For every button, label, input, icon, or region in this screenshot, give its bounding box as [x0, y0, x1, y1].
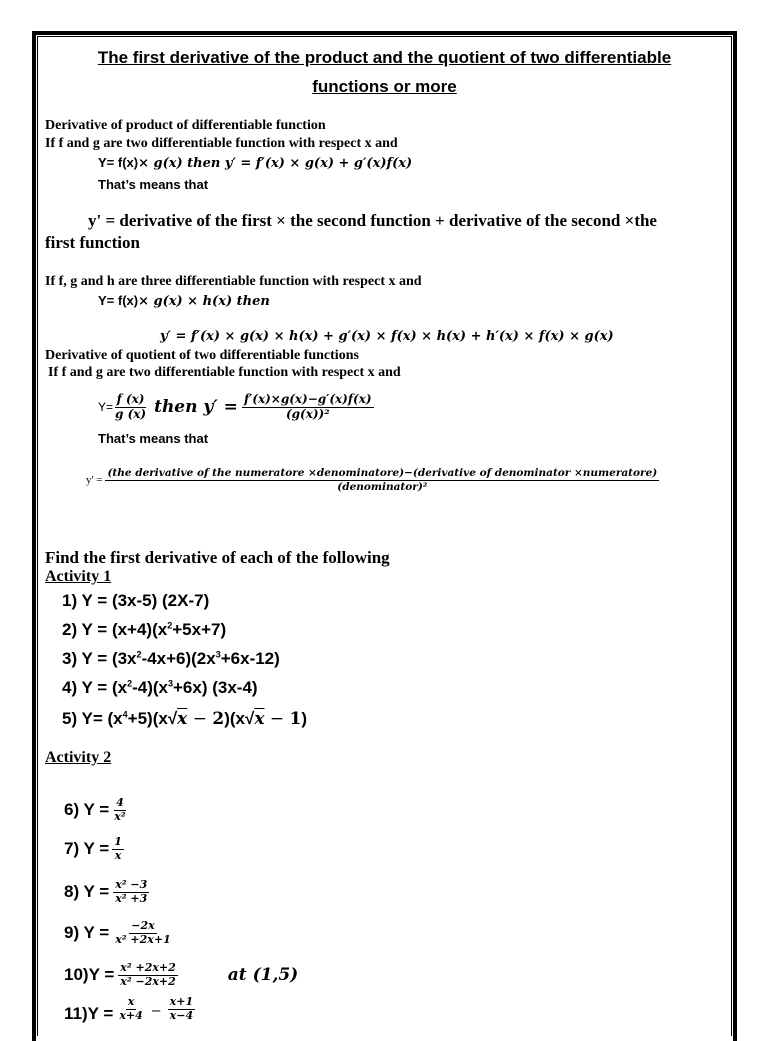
quotient-fraction: [113, 393, 148, 422]
quotient-fraction-num: f (x): [116, 391, 145, 406]
activity2-item-11: 11)Y = $\frac{x}{x+4}$ − $\frac{x+1}{x-4}$: [64, 995, 194, 1023]
quotient-heading: Derivative of quotient of two differentiable functions: [45, 348, 359, 363]
exercises-heading: Find the first derivative of each of the following: [45, 548, 390, 567]
item11-fraction-a: $\frac{x}{x+4}$: [119, 995, 143, 1022]
activity1-item-4: 4) $Y = (x^2-4)(x^3+6x)$ (3x-4): [62, 678, 258, 697]
quotient-means: That’s means that: [98, 431, 209, 446]
quotient-y-prefix: Y=: [98, 400, 114, 414]
activity2-item-6: 6) Y = $\frac{4}{\text{x²}}$: [64, 795, 126, 823]
three-formula-text: × g(x) × h(x) then: [138, 294, 270, 309]
product-heading: Derivative of product of differentiable function: [45, 118, 326, 133]
quotient-intro: If f and g are two differentiable function with respect x and: [48, 365, 401, 380]
item11-fraction-b: $\frac{x+1}{x-4}$: [169, 995, 194, 1022]
three-y-prefix: Y= f(x): [98, 293, 139, 308]
item10-fraction: $\frac{\text{x² +2x+2}}{\text{x² −2x+2}}$: [120, 960, 176, 988]
three-intro: If f, g and h are three differentiable function with respect x and: [45, 274, 422, 289]
quotient-formula: [98, 386, 374, 428]
quotient-result-fraction: [242, 393, 374, 422]
product-intro: If f and g are two differentiable function with respect x and: [45, 136, 398, 151]
item11-minus: −: [150, 1004, 162, 1019]
activity1-item-5: 5) $Y= (x^4+5)(x√x - 2)(x√x - 1)$: [62, 709, 308, 729]
activity2-item-7: 7) Y = $\frac{1}{x}$: [64, 834, 122, 862]
quotient-words-fraction: [105, 467, 659, 492]
activity1-item-2: 2) $Y = (x+4)(x^2+5x+7)$: [62, 620, 227, 639]
quotient-words-y: y' =: [86, 474, 103, 486]
activity1-item-3: 3) $Y = (3x^2-4x+6)(2x^3+6x-12)$: [62, 649, 280, 668]
product-means: That’s means that: [98, 177, 209, 192]
three-formula: [98, 292, 270, 310]
activity2-label: Activity 2: [45, 749, 112, 766]
page-title-line2: functions or more: [312, 77, 457, 96]
quotient-words-num: (the derivative of the numeratore ×denominatore)−(derivative of denominator ×numeratore): [107, 467, 658, 480]
activity1-item-1: 1) Y = (3x-5) (2X-7): [62, 591, 210, 610]
activity2-item-8: 8) Y = $\frac{\text{x² −3}}{\text{x² +3}}$: [64, 877, 148, 905]
product-rule-line2: first function: [45, 233, 140, 252]
product-y-prefix: Y= f(x): [98, 155, 139, 170]
product-formula-text: × g(x) then y′ = f′(x) × g(x) + g′(x)f(x): [138, 156, 413, 171]
quotient-result-num: f′(x)×g(x)−g′(x)f(x): [243, 391, 372, 406]
item10-at-point: at (1,5): [227, 965, 299, 985]
activity2-item-9: 9) Y = $\frac{-2x}{\text{x² +2x+1}}$: [64, 918, 171, 946]
item6-fraction: $\frac{4}{\text{x²}}$: [114, 795, 126, 823]
product-formula: [98, 154, 412, 172]
item9-fraction: $\frac{-2x}{\text{x² +2x+1}}$: [115, 918, 171, 946]
item8-fraction: $\frac{\text{x² −3}}{\text{x² +3}}$: [115, 877, 148, 905]
quotient-words-formula: [86, 462, 659, 498]
quotient-words-den: (denominator)²: [337, 480, 428, 493]
item7-fraction: $\frac{1}{x}$: [114, 834, 122, 862]
page-title-line1: The first derivative of the product and the quotient of two differentiable: [97, 48, 672, 67]
activity2-item-10: 10)Y = $\frac{\text{x² +2x+2}}{\text{x² −2x+2}}$ at (1,5): [64, 960, 299, 988]
activity1-label: Activity 1: [45, 568, 112, 585]
quotient-fraction-den: g (x): [115, 406, 147, 421]
product-rule-line1: y' = derivative of the first × the second function + derivative of the second ×the: [88, 211, 657, 230]
quotient-then: then y′ =: [154, 397, 238, 417]
three-derivative: y′ = f′(x) × g(x) × h(x) + g′(x) × f(x) × h(x) + h′(x) × f(x) × g(x): [160, 329, 614, 344]
quotient-result-den: (g(x))²: [285, 406, 330, 421]
